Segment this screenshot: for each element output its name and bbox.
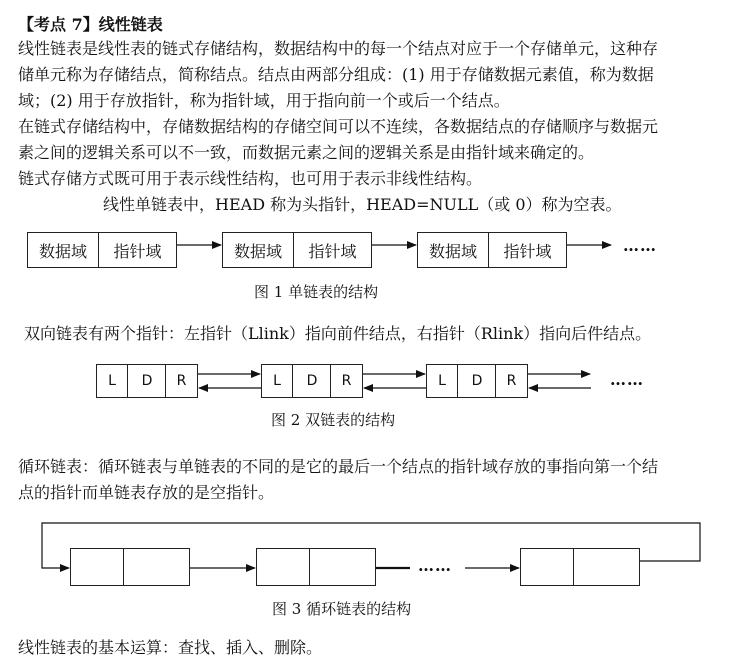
paragraph-line: 素之间的逻辑关系可以不一致，而数据元素之间的逻辑关系是由指针域来确定的。 [18,143,595,162]
data-field: D [457,365,496,397]
ellipsis: …… [418,556,452,575]
pointer-field: 指针域 [98,233,176,267]
paragraph-line: 在链式存储结构中，存储数据结构的存储空间可以不连续，各数据结点的存储顺序与数据元 [18,117,659,136]
paragraph-line: 域；(2) 用于存放指针，称为指针域，用于指向前一个或后一个结点。 [18,91,510,110]
left-pointer-field: L [108,373,116,389]
ellipsis: …… [623,236,657,255]
figure-caption: 图 3 循环链表的结构 [272,600,412,618]
ellipsis: …… [610,370,644,389]
pointer-field: 指针域 [488,233,566,267]
data-field: 数据域 [428,241,477,261]
figure-caption: 图 1 单链表的结构 [254,283,379,301]
circular-return-arrow [42,523,700,568]
paragraph-line: 链式存储方式既可用于表示线性结构，也可用于表示非线性结构。 [18,169,483,188]
data-field: D [292,365,331,397]
paragraph-line: 循环链表：循环链表与单链表的不同的是它的最后一个结点的指针域存放的事指向第一个结 [18,457,659,476]
paragraph-line: 线性链表的基本运算：查找、插入、删除。 [18,638,323,657]
right-pointer-field: R [165,365,197,397]
right-pointer-field: R [495,365,527,397]
left-pointer-field: L [273,373,281,389]
paragraph-line: 线性单链表中，HEAD 称为头指针，HEAD=NULL（或 0）称为空表。 [103,195,622,214]
paragraph-line: 线性链表是线性表的链式存储结构，数据结构中的每一个结点对应于一个存储单元，这种存 [18,39,659,58]
paragraph-line: 双向链表有两个指针：左指针（Llink）指向前件结点，右指针（Rlink）指向后件结点。 [24,324,652,343]
data-field: 数据域 [233,241,282,261]
left-pointer-field: L [438,373,446,389]
pointer-field: 指针域 [293,233,371,267]
paragraph-line: 储单元称为存储结点，简称结点。结点由两部分组成：(1) 用于存储数据元素值，称为数据 [18,65,654,84]
right-pointer-field: R [330,365,362,397]
paragraph-line: 点的指针而单链表存放的是空指针。 [18,483,275,502]
data-field: 数据域 [38,241,87,261]
figure-caption: 图 2 双链表的结构 [271,411,396,429]
section-title: 【考点 7】线性链表 [18,15,163,34]
data-field: D [127,365,166,397]
